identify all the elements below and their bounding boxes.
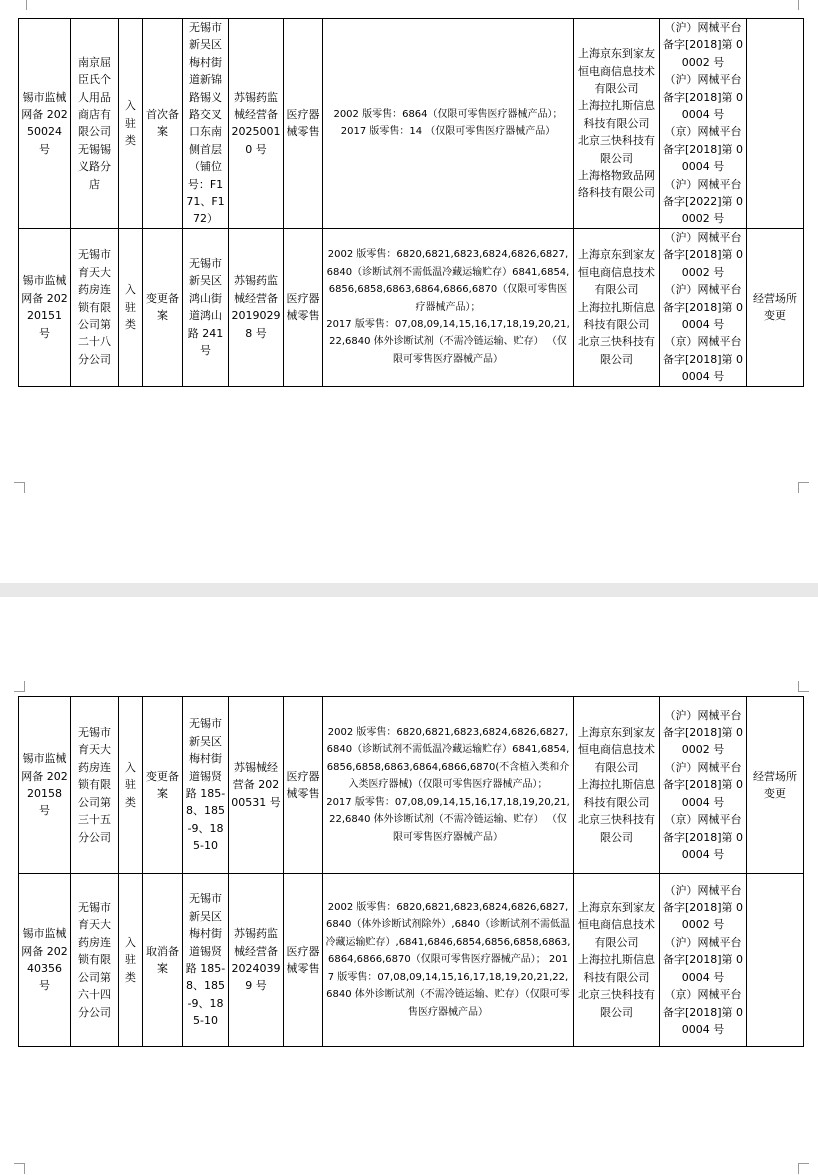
filing-number-cell: 锡市监械网备 20250024 号: [19, 19, 71, 229]
table-row: [19, 19, 804, 229]
remark-cell: [747, 19, 804, 229]
table-row: [19, 874, 804, 1047]
business-scope-cell: 2002 版零售：6820,6821,6823,6824,6826,6827,6840（诊断试剂不需低温冷藏运输贮存）6841,6854,6856,6858,6863,6864,6866,6870(不含植入类和介入类医疗器械)（仅限可零售医疗器械产品）； 2017 版零售：07,08,09,14,15,16,17,18,19,20,21,22,6840 体外诊断试剂（不需冷链运输、贮存） （仅限可零售医疗器械产品）: [323, 697, 574, 874]
filing-number-cell: 锡市监械网备 20220158 号: [19, 697, 71, 874]
category-cell: 入驻类: [119, 228, 143, 386]
category-cell: 入驻类: [119, 874, 143, 1047]
page-margin-line: [26, 0, 27, 10]
platform-filing-number-cell: （沪）网械平台备字[2018]第 00002 号 （沪）网械平台备字[2018]第 00004 号 （京）网械平台备字[2018]第 00004 号: [660, 874, 747, 1047]
filing-action-cell: 变更备案: [143, 697, 183, 874]
corner-crop-mark: [798, 1163, 809, 1174]
filing-table: [18, 18, 804, 387]
business-type-cell: 医疗器械零售: [284, 228, 323, 386]
filing-action-cell: 变更备案: [143, 228, 183, 386]
platform-filing-number-cell: （沪）网械平台备字[2018]第 00002 号 （沪）网械平台备字[2018]第 00004 号 （京）网械平台备字[2018]第 00004 号: [660, 228, 747, 386]
document-page-1: [0, 0, 818, 583]
platform-name-cell: 上海京东到家友恒电商信息技术有限公司 上海拉扎斯信息科技有限公司 北京三快科技有限公司: [574, 228, 660, 386]
business-scope-cell: 2002 版零售：6864（仅限可零售医疗器械产品）； 2017 版零售：14 （仅限可零售医疗器械产品）: [323, 19, 574, 229]
address-cell: 无锡市新吴区梅村街道锡贤路 185-8、185-9、185-10: [183, 697, 229, 874]
corner-crop-mark: [798, 681, 809, 692]
filing-table: [18, 696, 804, 1047]
business-type-cell: 医疗器械零售: [284, 19, 323, 229]
category-cell: 入驻类: [119, 697, 143, 874]
license-number-cell: 苏锡械经营备 20200531 号: [229, 697, 284, 874]
filing-number-cell: 锡市监械网备 20240356 号: [19, 874, 71, 1047]
license-number-cell: 苏锡药监械经营备 20190298 号: [229, 228, 284, 386]
address-cell: 无锡市新吴区梅村街道新锦路锡义路交叉口东南侧首层（铺位号：F171、F172）: [183, 19, 229, 229]
corner-crop-mark: [14, 482, 25, 493]
company-name-cell: 南京屈臣氏个人用品商店有限公司无锡锡义路分店: [71, 19, 119, 229]
platform-name-cell: 上海京东到家友恒电商信息技术有限公司 上海拉扎斯信息科技有限公司 北京三快科技有限公司: [574, 874, 660, 1047]
corner-crop-mark: [14, 681, 25, 692]
table-row: [19, 228, 804, 386]
remark-cell: [747, 874, 804, 1047]
company-name-cell: 无锡市育天大药房连锁有限公司第六十四分公司: [71, 874, 119, 1047]
company-name-cell: 无锡市育天大药房连锁有限公司第二十八分公司: [71, 228, 119, 386]
business-scope-cell: 2002 版零售：6820,6821,6823,6824,6826,6827,6840（体外诊断试剂除外）,6840（诊断试剂不需低温冷藏运输贮存）,6841,6846,6854,6856,6858,6863,6864,6866,6870（仅限可零售医疗器械产品）； 2017 版零售：07,08,09,14,15,16,17,18,19,20,21,22,6840 体外诊断试剂（不需冷链运输、贮存）（仅限可零售医疗器械产品）: [323, 874, 574, 1047]
business-scope-cell: 2002 版零售：6820,6821,6823,6824,6826,6827,6840（诊断试剂不需低温冷藏运输贮存）6841,6854,6856,6858,6863,6864,6866,6870（仅限可零售医疗器械产品）； 2017 版零售：07,08,09,14,15,16,17,18,19,20,21,22,6840 体外诊断试剂（不需冷链运输、贮存） （仅限可零售医疗器械产品）: [323, 228, 574, 386]
business-type-cell: 医疗器械零售: [284, 874, 323, 1047]
filing-number-cell: 锡市监械网备 20220151 号: [19, 228, 71, 386]
address-cell: 无锡市新吴区鸿山街道鸿山路 241 号: [183, 228, 229, 386]
table-row: [19, 697, 804, 874]
category-cell: 入驻类: [119, 19, 143, 229]
license-number-cell: 苏锡药监械经营备 20240399 号: [229, 874, 284, 1047]
filing-action-cell: 取消备案: [143, 874, 183, 1047]
platform-name-cell: 上海京东到家友恒电商信息技术有限公司 上海拉扎斯信息科技有限公司 北京三快科技有限公司 上海格物致品网络科技有限公司: [574, 19, 660, 229]
document-page-2: [0, 597, 818, 1175]
business-type-cell: 医疗器械零售: [284, 697, 323, 874]
page-margin-line: [798, 0, 799, 10]
address-cell: 无锡市新吴区梅村街道锡贤路 185-8、185-9、185-10: [183, 874, 229, 1047]
corner-crop-mark: [14, 1163, 25, 1174]
remark-cell: 经营场所变更: [747, 228, 804, 386]
platform-filing-number-cell: （沪）网械平台备字[2018]第 00002 号 （沪）网械平台备字[2018]第 00004 号 （京）网械平台备字[2018]第 00004 号: [660, 697, 747, 874]
remark-cell: 经营场所变更: [747, 697, 804, 874]
platform-filing-number-cell: （沪）网械平台备字[2018]第 00002 号 （沪）网械平台备字[2018]第 00004 号 （京）网械平台备字[2018]第 00004 号 （沪）网械平台备字[2022]第 00002 号: [660, 19, 747, 229]
company-name-cell: 无锡市育天大药房连锁有限公司第三十五分公司: [71, 697, 119, 874]
corner-crop-mark: [798, 482, 809, 493]
platform-name-cell: 上海京东到家友恒电商信息技术有限公司 上海拉扎斯信息科技有限公司 北京三快科技有限公司: [574, 697, 660, 874]
filing-action-cell: 首次备案: [143, 19, 183, 229]
license-number-cell: 苏锡药监械经营备 20250010 号: [229, 19, 284, 229]
